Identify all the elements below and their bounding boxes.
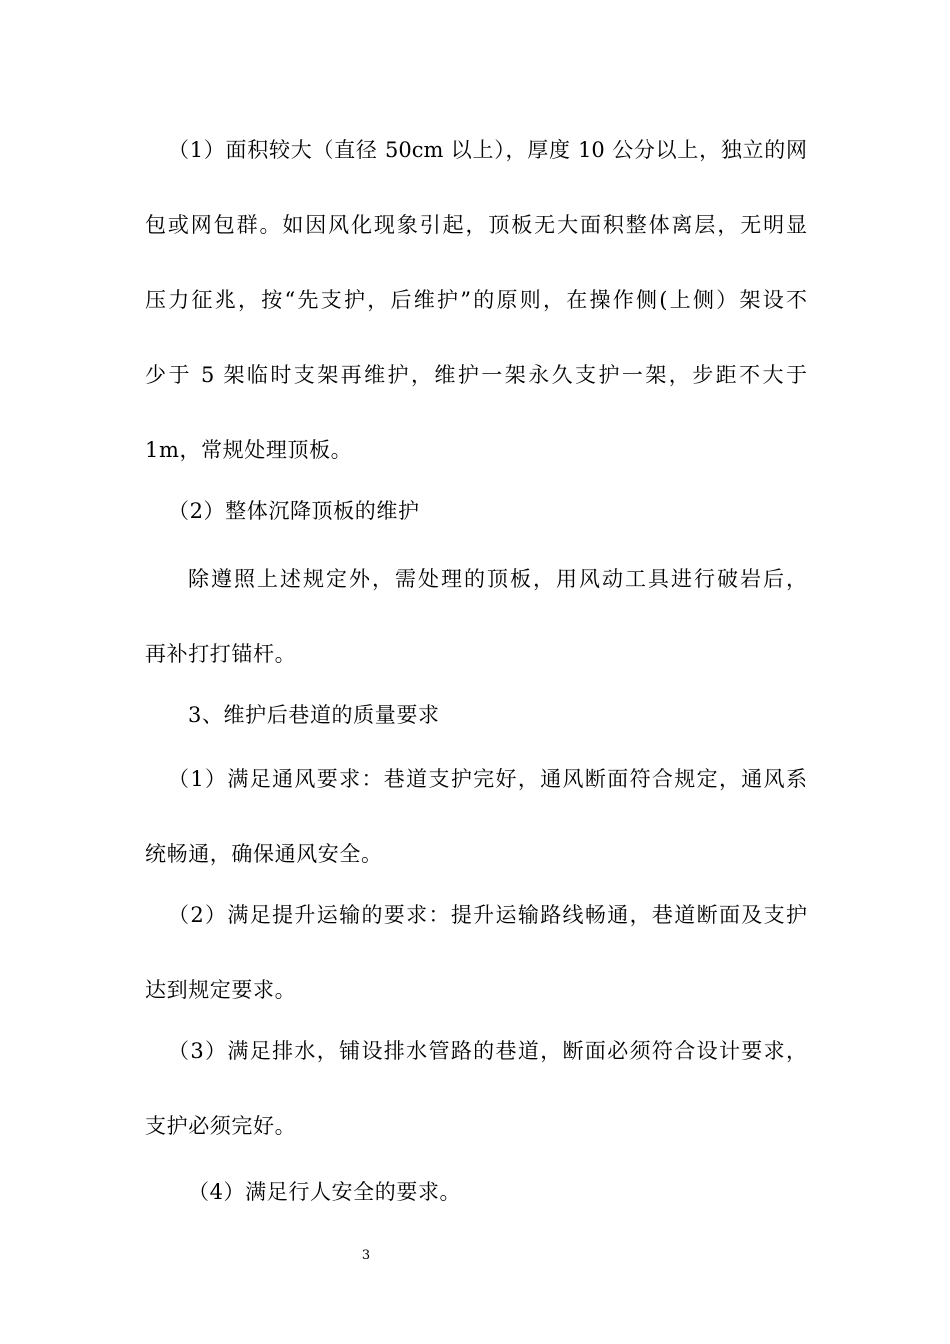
item-4: （4）满足行人安全的要求。	[188, 1180, 462, 1204]
page-number: 3	[361, 1248, 371, 1263]
paragraph-1-line-4: 少于 5 架临时支架再维护，维护一架永久支护一架，步距不大于	[145, 363, 807, 387]
item-1-line-2: 统畅通，确保通风安全。	[145, 842, 383, 866]
paragraph-2-line-2: 再补打打锚杆。	[145, 642, 297, 666]
paragraph-1-line-1: （1）面积较大（直径 50cm 以上），厚度 10 公分以上，独立的网	[168, 138, 807, 162]
item-2-line-1: （2）满足提升运输的要求：提升运输路线畅通，巷道断面及支护	[168, 903, 807, 927]
item-1-line-1: （1）满足通风要求：巷道支护完好，通风断面符合规定，通风系	[168, 767, 807, 791]
paragraph-1-line-3: 压力征兆，按“先支护，后维护”的原则，在操作侧(上侧）架设不	[145, 288, 807, 312]
section-3-heading: 3、维护后巷道的质量要求	[188, 703, 440, 727]
paragraph-1-line-2: 包或网包群。如因风化现象引起，顶板无大面积整体离层，无明显	[145, 213, 807, 237]
item-3-line-1: （3）满足排水，铺设排水管路的巷道，断面必须符合设计要求，	[168, 1039, 807, 1063]
paragraph-2-heading: （2）整体沉降顶板的维护	[168, 499, 420, 523]
paragraph-1-line-5: 1m，常规处理顶板。	[145, 438, 353, 462]
paragraph-2-line-1: 除遵照上述规定外，需处理的顶板，用风动工具进行破岩后，	[188, 567, 807, 591]
item-2-line-2: 达到规定要求。	[145, 978, 297, 1002]
item-3-line-2: 支护必须完好。	[145, 1114, 297, 1138]
